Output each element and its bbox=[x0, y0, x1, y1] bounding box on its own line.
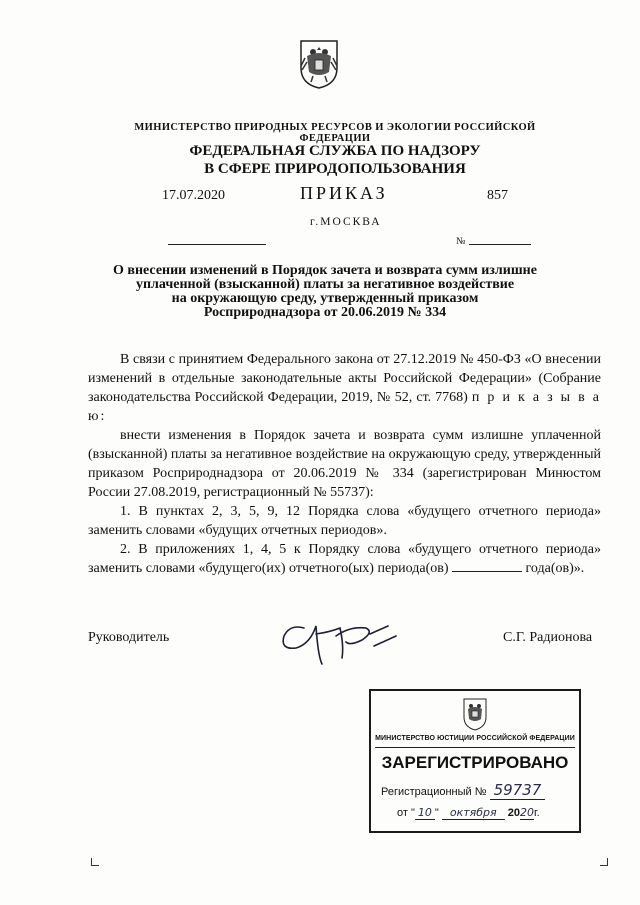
title-line2: уплаченной (взысканной) платы за негативное воздействие bbox=[135, 277, 515, 292]
date-underline bbox=[168, 244, 266, 245]
order-title bbox=[100, 264, 550, 320]
signatory-position: Руководитель bbox=[88, 630, 170, 645]
item-2-end: года(ов)». bbox=[525, 561, 585, 576]
signatory-name: С.Г. Радионова bbox=[503, 630, 593, 645]
title-line4: Росприроднадзора от 20.06.2019 № 334 bbox=[203, 305, 447, 320]
stamp-year-suffix: 20 bbox=[519, 806, 534, 819]
number-sign: № bbox=[456, 236, 466, 247]
order-number: 857 bbox=[487, 188, 508, 203]
item-1-paragraph: 1. В пунктах 2, 3, 5, 9, 12 Порядка слова «будущего отчетного периода» заменить словами «будущих отчетных периодов». bbox=[88, 504, 601, 538]
stamp-reg-number: 59737 bbox=[490, 781, 546, 800]
stamp-ministry: МИНИСТЕРСТВО ЮСТИЦИИ РОССИЙСКОЙ ФЕДЕРАЦИИ bbox=[375, 735, 575, 742]
title-line1: О внесении изменений в Порядок зачета и возврата сумм излишне bbox=[113, 263, 537, 278]
registration-stamp bbox=[369, 689, 581, 833]
stamp-year-end: г. bbox=[533, 807, 540, 819]
item-2-text: 2. В приложениях 1, 4, 5 к Порядку слова «будущего отчетного периода» заменить словами «будущего(их) отчетного(ых) периода(ов) bbox=[88, 542, 601, 576]
coat-of-arms-emblem bbox=[297, 38, 341, 90]
amendment-paragraph: внести изменения в Порядок зачета и возврата сумм излишне уплаченной (взысканной) платы за негативное воздействие на окружающую среду, утвержденный приказом Росприроднадзора от 20.06.2019 № 334 (зарегистрирован Минюстом России 27.08.2019, регистрационный № 55737): bbox=[88, 428, 601, 500]
service-name-line2: В СФЕРЕ ПРИРОДОПОЛЬЗОВАНИЯ bbox=[204, 161, 466, 177]
preamble-text: В связи с принятием Федерального закона от 27.12.2019 № 450-ФЗ «О внесении изменений в отдельные законодательные акты Российской Федерации» (Собрание законодательства Российской Федерации, 2019, № 52, ст. 7768) bbox=[88, 352, 601, 405]
preamble-paragraph bbox=[88, 350, 601, 426]
order-body bbox=[88, 350, 601, 578]
stamp-year-prefix: 20 bbox=[507, 807, 520, 819]
service-name-line1: ФЕДЕРАЛЬНАЯ СЛУЖБА ПО НАДЗОРУ bbox=[189, 143, 481, 159]
stamp-divider bbox=[375, 747, 575, 748]
corner-mark-right bbox=[600, 858, 608, 866]
stamp-emblem-icon bbox=[461, 697, 489, 731]
stamp-day: 10 bbox=[415, 806, 435, 820]
stamp-registration-number-row bbox=[381, 781, 545, 799]
title-line3: на окружающую среду, утвержденный приказом bbox=[171, 291, 479, 306]
blank-line bbox=[452, 559, 522, 572]
order-directive: п р и к а з ы в а ю: bbox=[88, 390, 602, 424]
stamp-reg-label: Регистрационный № bbox=[381, 786, 487, 798]
stamp-from-label: от bbox=[397, 807, 408, 819]
handwritten-signature bbox=[270, 606, 410, 670]
city: г.МОСКВА bbox=[310, 216, 382, 228]
service-name bbox=[160, 142, 510, 178]
stamp-month: октября bbox=[442, 806, 505, 820]
order-heading: ПРИКАЗ bbox=[300, 183, 388, 203]
stamp-date-row: от " 10 " октября 2020г. bbox=[397, 806, 540, 819]
order-date: 17.07.2020 bbox=[162, 188, 225, 203]
corner-mark-left bbox=[91, 858, 99, 866]
ministry-name: МИНИСТЕРСТВО ПРИРОДНЫХ РЕСУРСОВ И ЭКОЛОГИИ РОССИЙСКОЙ ФЕДЕРАЦИИ bbox=[134, 122, 536, 144]
item-2-paragraph bbox=[88, 540, 601, 578]
number-underline bbox=[469, 244, 531, 245]
stamp-registered: ЗАРЕГИСТРИРОВАНО bbox=[381, 753, 569, 772]
